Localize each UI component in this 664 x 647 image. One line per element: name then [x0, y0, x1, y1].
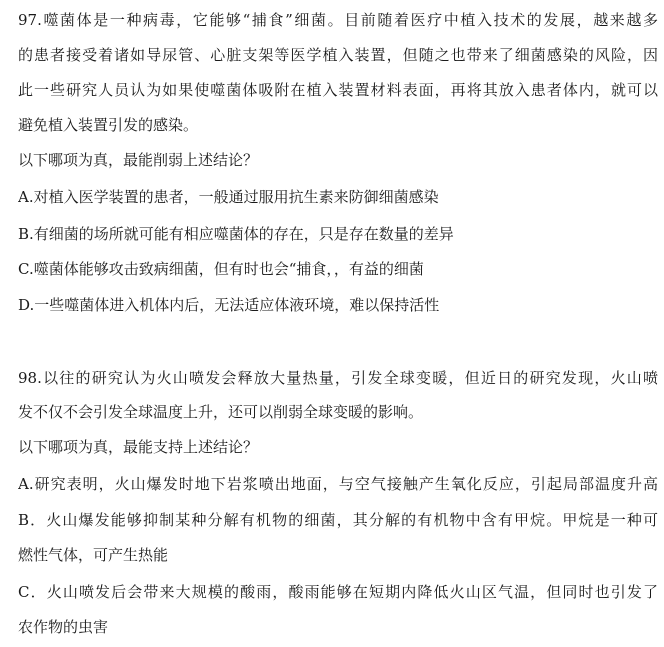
q98-option-c-line-1: C．火山喷发后会带来大规模的酸雨，酸雨能够在短期内降低火山区气温，但同时也引发了	[18, 583, 658, 601]
q98-stem-line-1: 98.以往的研究认为火山喷发会释放大量热量，引发全球变暖，但近日的研究发现，火山喷	[18, 369, 658, 387]
q97-stem-line-1: 97.噬菌体是一种病毒，它能够“捕食”细菌。目前随着医疗中植入技术的发展，越来越多	[18, 11, 658, 29]
q98-option-c-line-2: 农作物的虫害	[18, 618, 109, 636]
q97-option-d: D.一些噬菌体进入机体内后，无法适应体液环境，难以保持活性	[18, 296, 440, 314]
q98-option-b-line-1: B．火山爆发能够抑制某种分解有机物的细菌，其分解的有机物中含有甲烷。甲烷是一种可	[18, 511, 658, 529]
q97-option-c: C.噬菌体能够攻击致病细菌，但有时也会“捕食，，有益的细菌	[18, 260, 424, 278]
q98-option-a: A.研究表明，火山爆发时地下岩浆喷出地面，与空气接触产生氧化反应，引起局部温度升高	[18, 475, 658, 493]
q98-prompt: 以下哪项为真，最能支持上述结论？	[18, 438, 259, 456]
q98-stem-line-2: 发不仅不会引发全球温度上升，还可以削弱全球变暖的影响。	[18, 403, 424, 421]
q97-stem-line-2: 的患者接受着诸如导尿管、心脏支架等医学植入装置，但随之也带来了细菌感染的风险，因	[18, 46, 658, 64]
q97-prompt: 以下哪项为真，最能削弱上述结论？	[18, 151, 259, 169]
q97-option-b: B.有细菌的场所就可能有相应噬菌体的存在，只是存在数量的差异	[18, 225, 454, 243]
q97-stem-line-4: 避免植入装置引发的感染。	[18, 116, 199, 134]
q98-option-b-line-2: 燃性气体，可产生热能	[18, 546, 169, 564]
q97-option-a: A.对植入医学装置的患者，一般通过服用抗生素来防御细菌感染	[18, 188, 439, 206]
q97-stem-line-3: 此一些研究人员认为如果使噬菌体吸附在植入装置材料表面，再将其放入患者体内，就可以	[18, 81, 658, 99]
